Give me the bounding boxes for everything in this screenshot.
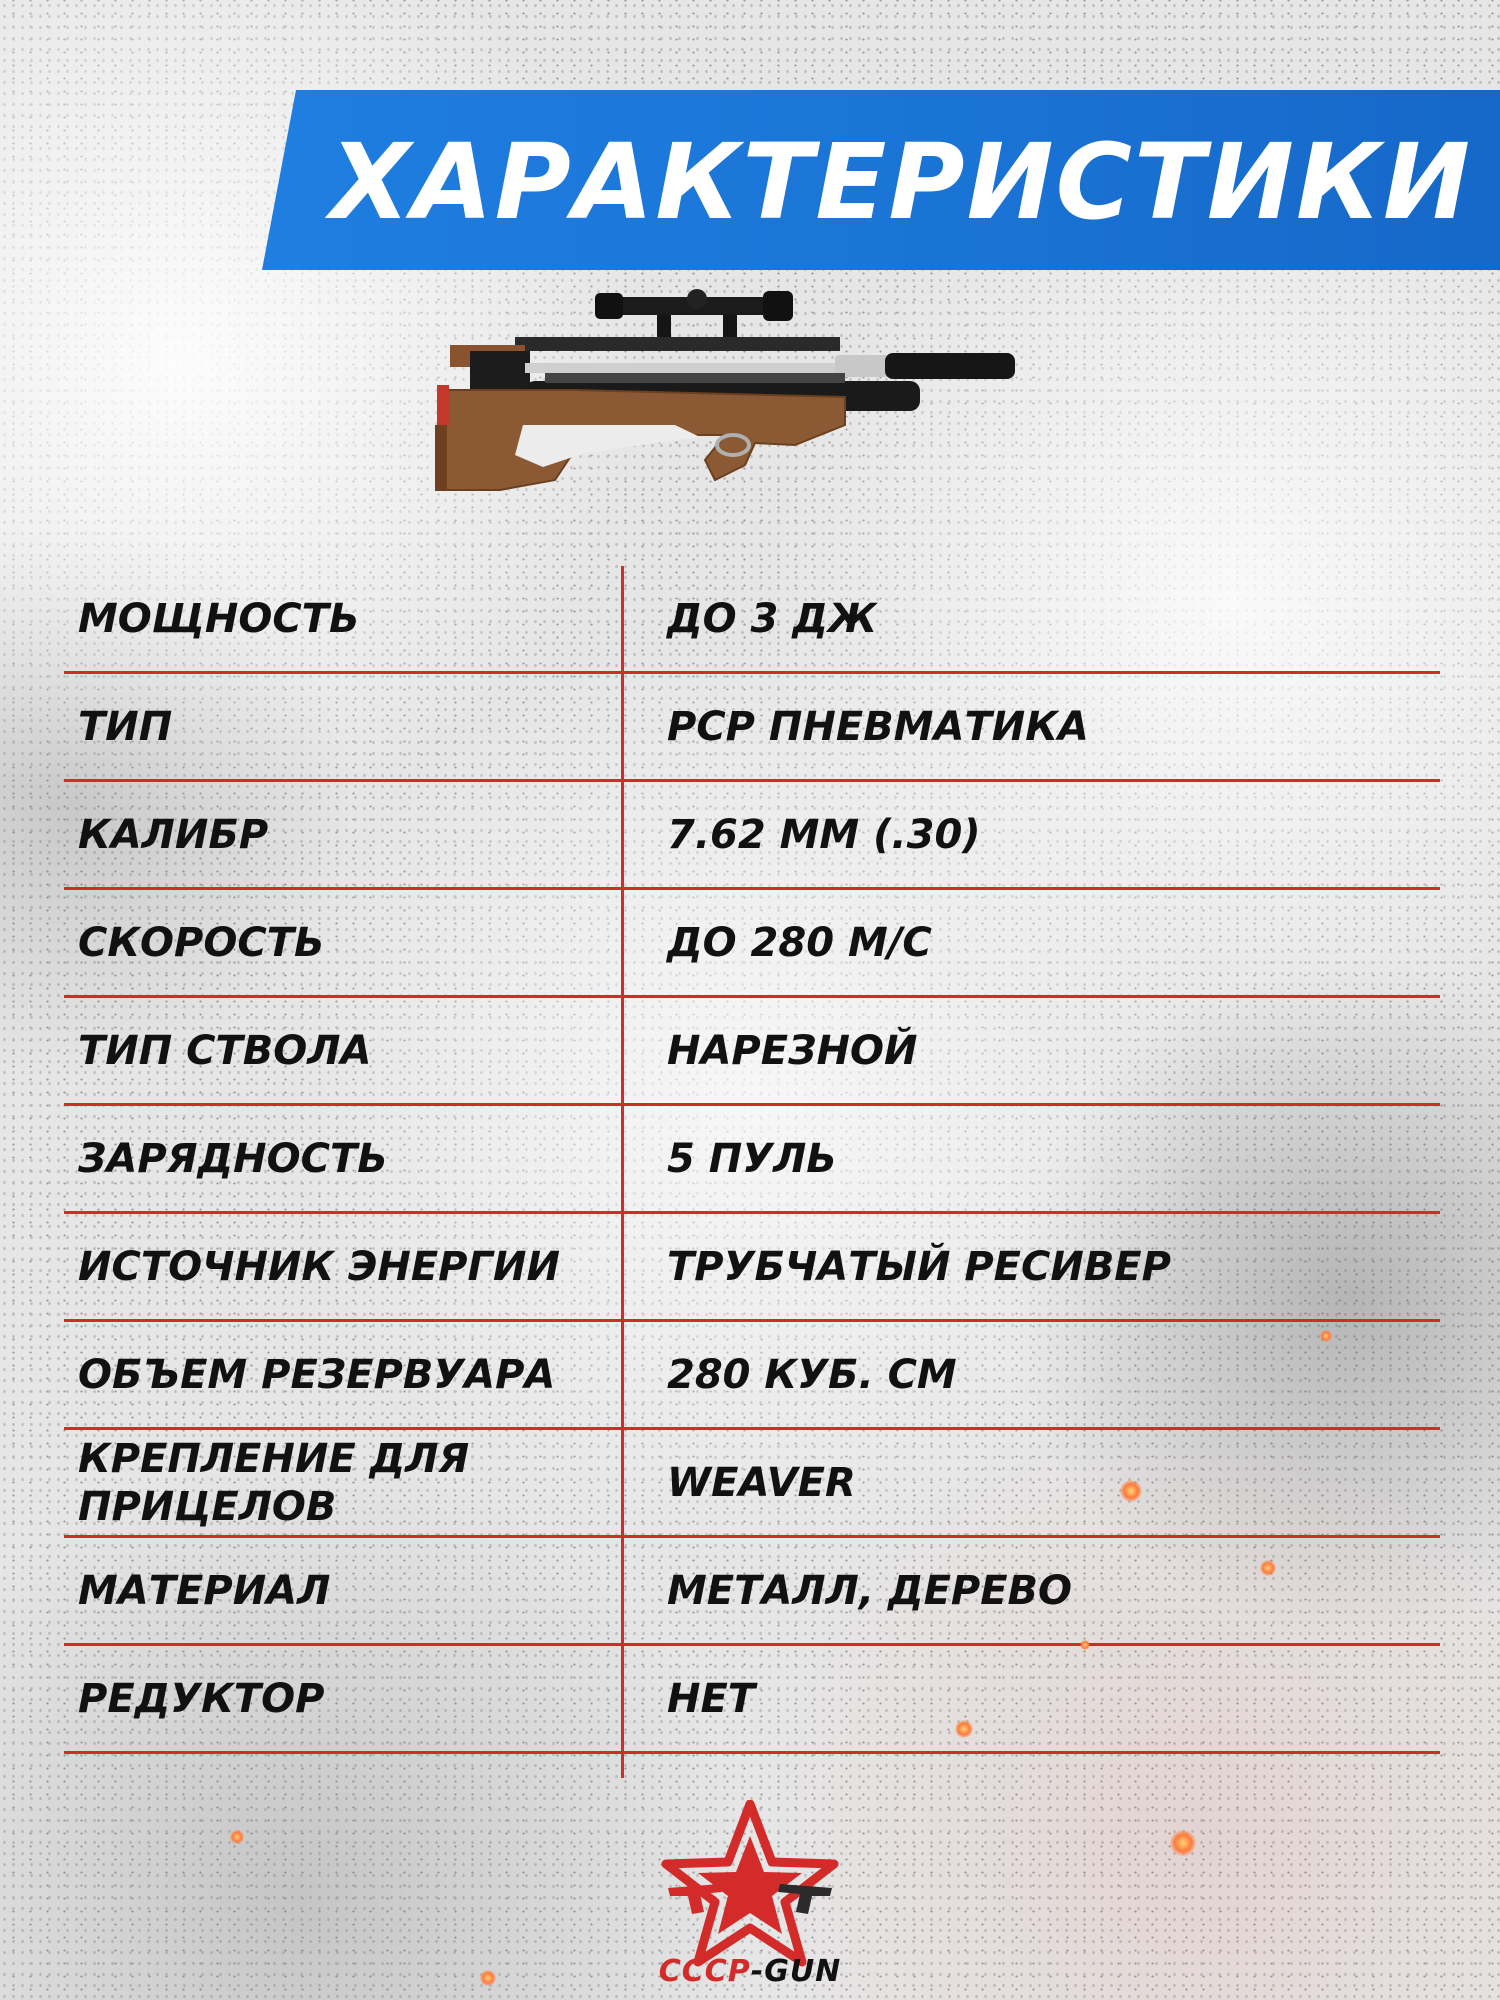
spec-value: PCP ПНЕВМАТИКА xyxy=(667,703,1089,750)
spec-value: 5 ПУЛЬ xyxy=(667,1135,837,1182)
spec-value: ДО 280 М/С xyxy=(667,919,932,966)
spec-label: СКОРОСТЬ xyxy=(78,919,325,966)
table-row xyxy=(64,674,1440,782)
table-row xyxy=(64,1646,1440,1754)
spec-table xyxy=(64,566,1440,1754)
table-row xyxy=(64,1538,1440,1646)
spec-label: КАЛИБР xyxy=(78,811,269,858)
spec-value: НАРЕЗНОЙ xyxy=(667,1027,918,1074)
spec-label: РЕДУКТОР xyxy=(78,1675,325,1722)
spark-decoration xyxy=(1260,1560,1276,1576)
spark-decoration xyxy=(1320,1330,1332,1342)
table-row xyxy=(64,566,1440,674)
spec-value: МЕТАЛЛ, ДЕРЕВО xyxy=(667,1567,1073,1614)
page-title: ХАРАКТЕРИСТИКИ xyxy=(330,121,1472,243)
brand-name-part2: -GUN xyxy=(750,1954,842,1989)
spec-value: ТРУБЧАТЫЙ РЕСИВЕР xyxy=(667,1243,1171,1290)
spec-value: 280 КУБ. СМ xyxy=(667,1351,957,1398)
spec-label: ИСТОЧНИК ЭНЕРГИИ xyxy=(78,1243,560,1290)
table-row xyxy=(64,1106,1440,1214)
spec-label: ТИП СТВОЛА xyxy=(78,1027,372,1074)
table-row xyxy=(64,1214,1440,1322)
table-row xyxy=(64,1322,1440,1430)
spark-decoration xyxy=(1080,1640,1090,1650)
table-row xyxy=(64,890,1440,998)
spec-value: НЕТ xyxy=(667,1675,756,1722)
spec-label: ТИП xyxy=(78,703,173,750)
spec-label: ЗАРЯДНОСТЬ xyxy=(78,1135,388,1182)
spark-decoration xyxy=(955,1720,973,1738)
brand-name-part1: СССР xyxy=(658,1954,751,1989)
spark-decoration xyxy=(480,1970,496,1986)
spec-value: WEAVER xyxy=(667,1459,856,1506)
brand-star-logo xyxy=(660,1800,840,1975)
spec-value: ДО 3 ДЖ xyxy=(667,595,877,642)
table-row xyxy=(64,998,1440,1106)
spark-decoration xyxy=(1170,1830,1196,1856)
spark-decoration xyxy=(230,1830,244,1844)
spark-decoration xyxy=(1120,1480,1142,1502)
spec-label: МОЩНОСТЬ xyxy=(78,595,360,642)
spec-label: КРЕПЛЕНИЕ ДЛЯ ПРИЦЕЛОВ xyxy=(78,1435,470,1530)
spec-value: 7.62 ММ (.30) xyxy=(667,811,981,858)
rifle-image xyxy=(425,285,1095,515)
brand-name xyxy=(650,1954,850,1989)
spec-label: ОБЪЕМ РЕЗЕРВУАРА xyxy=(78,1351,556,1398)
table-row xyxy=(64,782,1440,890)
spec-label: МАТЕРИАЛ xyxy=(78,1567,331,1614)
table-row xyxy=(64,1430,1440,1538)
